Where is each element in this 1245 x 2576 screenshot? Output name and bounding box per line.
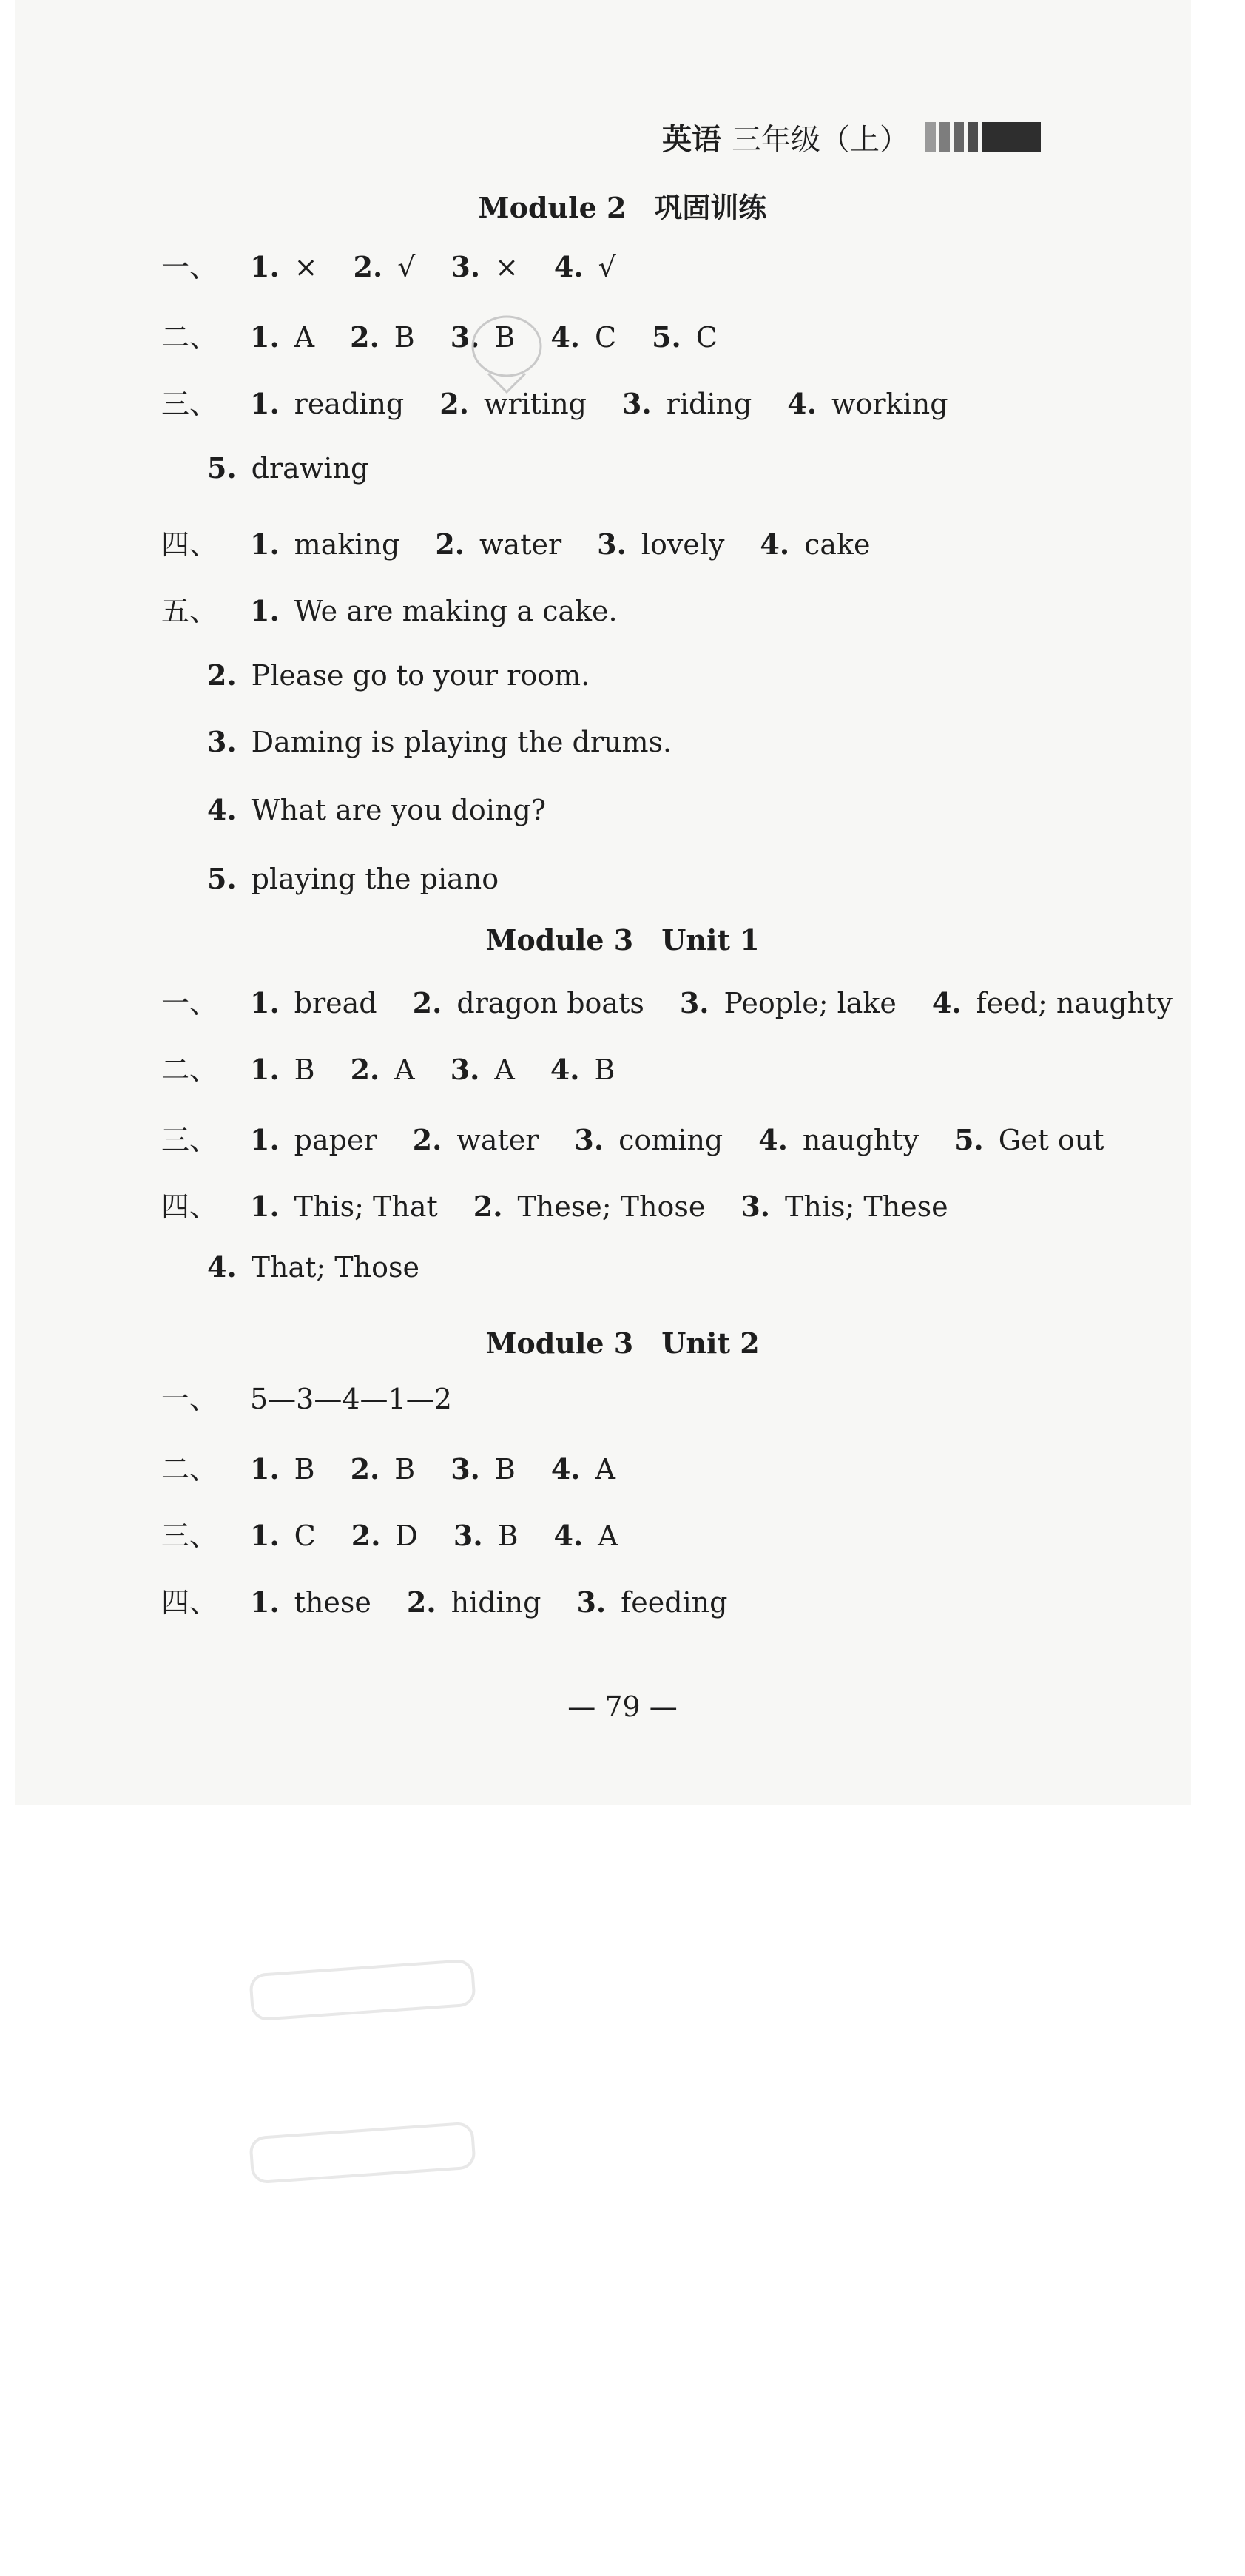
question-number: 3. (451, 250, 481, 283)
question-number: 2. (350, 1452, 380, 1486)
page-number: — 79 — (567, 1690, 678, 1723)
answer-text: That; Those (251, 1251, 419, 1284)
answer-text: B (494, 1453, 516, 1486)
answer-text: dragon boats (456, 987, 644, 1019)
question-number: 4. (550, 320, 581, 354)
answer-text: cake (804, 528, 871, 561)
answer-text: We are making a cake. (294, 595, 618, 627)
question-group-label: 三、 (161, 1124, 218, 1156)
question-number: 1. (250, 1190, 280, 1223)
answer-text: D (395, 1520, 418, 1552)
question-number: 4. (931, 986, 962, 1019)
question-number: 1. (250, 1123, 280, 1156)
answer-text: lovely (641, 528, 725, 561)
question-number: 5. (207, 862, 237, 895)
question-number: 2. (473, 1190, 503, 1223)
question-number: 1. (250, 387, 280, 420)
section-title: Module 2 巩固训练 (478, 191, 767, 224)
question-number: 2. (207, 658, 237, 692)
section-title: Module 3 Unit 2 (485, 1326, 760, 1360)
answer-text: This; These (785, 1190, 948, 1223)
answer-text: × (294, 251, 318, 283)
question-number: 2. (412, 986, 442, 1019)
question-number: 3. (451, 1452, 480, 1486)
answer-line (207, 1250, 455, 1284)
question-number: 4. (207, 1250, 237, 1284)
answer-line (161, 1446, 651, 1487)
question-group-label: 一、 (161, 1383, 218, 1415)
answer-line (207, 862, 534, 895)
question-group-label: 四、 (161, 1586, 218, 1619)
question-number: 4. (787, 387, 817, 420)
answer-text: water (479, 528, 562, 561)
answer-text: √ (598, 251, 616, 283)
answer-line (161, 522, 906, 562)
question-group-label: 四、 (161, 1190, 218, 1223)
answer-text: working (831, 388, 948, 420)
answer-line (207, 451, 404, 485)
question-group-label: 三、 (161, 388, 218, 420)
question-group-label: 一、 (161, 251, 218, 283)
answer-text: B (594, 1053, 615, 1086)
answer-text: C (695, 321, 718, 354)
watermark-logo-2 (244, 2116, 496, 2190)
question-number: 4. (207, 793, 237, 826)
header-grade: 三年级（上） (732, 122, 909, 157)
question-number: 5. (652, 320, 681, 354)
answer-text: A (598, 1520, 618, 1552)
question-number: 2. (412, 1123, 442, 1156)
question-number: 2. (353, 250, 383, 283)
answer-text: A (595, 1453, 615, 1486)
answer-text: People; lake (723, 987, 897, 1019)
question-number: 1. (250, 250, 280, 283)
answer-text: paper (294, 1124, 377, 1156)
question-number: 3. (740, 1190, 770, 1223)
answer-text: A (494, 1053, 515, 1086)
question-number: 2. (350, 1053, 380, 1086)
answer-text: coming (618, 1124, 723, 1156)
answer-text: feeding (621, 1586, 728, 1619)
answer-text: These; Those (517, 1190, 706, 1223)
question-number: 2. (439, 387, 469, 420)
answer-line (161, 1513, 654, 1554)
answer-text: hiding (451, 1586, 541, 1619)
question-number: 2. (406, 1585, 436, 1619)
answer-text: B (294, 1053, 315, 1086)
stamp-logo (466, 303, 547, 399)
answer-line (161, 1376, 487, 1417)
answer-line (207, 658, 625, 692)
answer-line (161, 1117, 1140, 1158)
answer-line (207, 725, 707, 758)
answer-text: water (456, 1124, 539, 1156)
answer-text: A (394, 1053, 415, 1086)
question-number: 2. (351, 1519, 381, 1552)
question-group-label: 二、 (161, 321, 218, 354)
answer-text: reading (294, 388, 405, 420)
question-number: 3. (576, 1585, 607, 1619)
answer-text: feed; naughty (976, 987, 1173, 1019)
question-group-label: 四、 (161, 528, 218, 561)
answer-text: What are you doing? (251, 794, 547, 826)
answer-line (161, 314, 753, 355)
question-number: 1. (250, 594, 280, 627)
question-number: 3. (622, 387, 652, 420)
question-group-label: 一、 (161, 987, 218, 1019)
answer-line (161, 980, 1208, 1021)
question-group-label: 三、 (161, 1520, 218, 1552)
question-number: 3. (450, 320, 480, 354)
answer-text: drawing (251, 452, 369, 485)
question-number: 1. (250, 1452, 280, 1486)
answer-text: B (497, 1520, 519, 1552)
answer-text: This; That (294, 1190, 438, 1223)
question-number: 3. (679, 986, 709, 1019)
question-number: 3. (597, 527, 627, 561)
answer-line (161, 1047, 650, 1088)
question-number: 1. (250, 320, 280, 354)
question-number: 3. (207, 725, 237, 758)
question-number: 4. (553, 1519, 584, 1552)
question-number: 4. (760, 527, 790, 561)
answer-text: × (495, 251, 519, 283)
question-number: 4. (550, 1053, 580, 1086)
answer-text: writing (483, 388, 587, 420)
section-title: Module 3 Unit 1 (485, 923, 760, 957)
question-group-label: 五、 (161, 595, 218, 627)
question-number: 3. (450, 1053, 480, 1086)
question-number: 4. (758, 1123, 788, 1156)
answer-text: C (595, 321, 617, 354)
answer-text: A (294, 321, 315, 354)
question-group-label: 二、 (161, 1053, 218, 1086)
header-decoration-bars (925, 122, 1041, 152)
answer-text: C (294, 1520, 316, 1552)
question-number: 4. (553, 250, 584, 283)
answer-text: playing the piano (251, 863, 499, 895)
answer-line (161, 381, 984, 422)
answer-text: riding (666, 388, 752, 420)
answer-text: B (294, 1453, 315, 1486)
question-number: 5. (954, 1123, 984, 1156)
answer-line (207, 793, 581, 826)
question-number: 1. (250, 1053, 280, 1086)
answer-text: √ (397, 251, 416, 283)
answer-text: making (294, 528, 400, 561)
answer-text: Daming is playing the drums. (251, 726, 672, 758)
answer-text: 5—3—4—1—2 (250, 1383, 452, 1415)
answer-line (161, 244, 652, 285)
answer-text: naughty (802, 1124, 920, 1156)
question-group-label: 二、 (161, 1453, 218, 1486)
question-number: 1. (250, 1519, 280, 1552)
watermark-logo-1 (244, 1953, 496, 2027)
question-number: 5. (207, 451, 237, 485)
answer-text: Get out (998, 1124, 1104, 1156)
question-number: 1. (250, 986, 280, 1019)
answer-line (161, 1184, 984, 1224)
question-number: 3. (574, 1123, 604, 1156)
answer-text: bread (294, 987, 377, 1019)
answer-text: B (494, 321, 516, 354)
question-number: 4. (550, 1452, 581, 1486)
question-number: 2. (350, 320, 379, 354)
answer-text: B (394, 1453, 416, 1486)
answer-line (161, 1579, 763, 1620)
answer-line (161, 588, 653, 629)
question-number: 2. (435, 527, 465, 561)
answer-text: B (394, 321, 415, 354)
answer-text: these (294, 1586, 371, 1619)
question-number: 1. (250, 1585, 280, 1619)
header-subject: 英语 (662, 121, 721, 157)
answer-text: Please go to your room. (251, 659, 590, 692)
question-number: 1. (250, 527, 280, 561)
question-number: 3. (453, 1519, 483, 1552)
page-header (662, 111, 1041, 163)
